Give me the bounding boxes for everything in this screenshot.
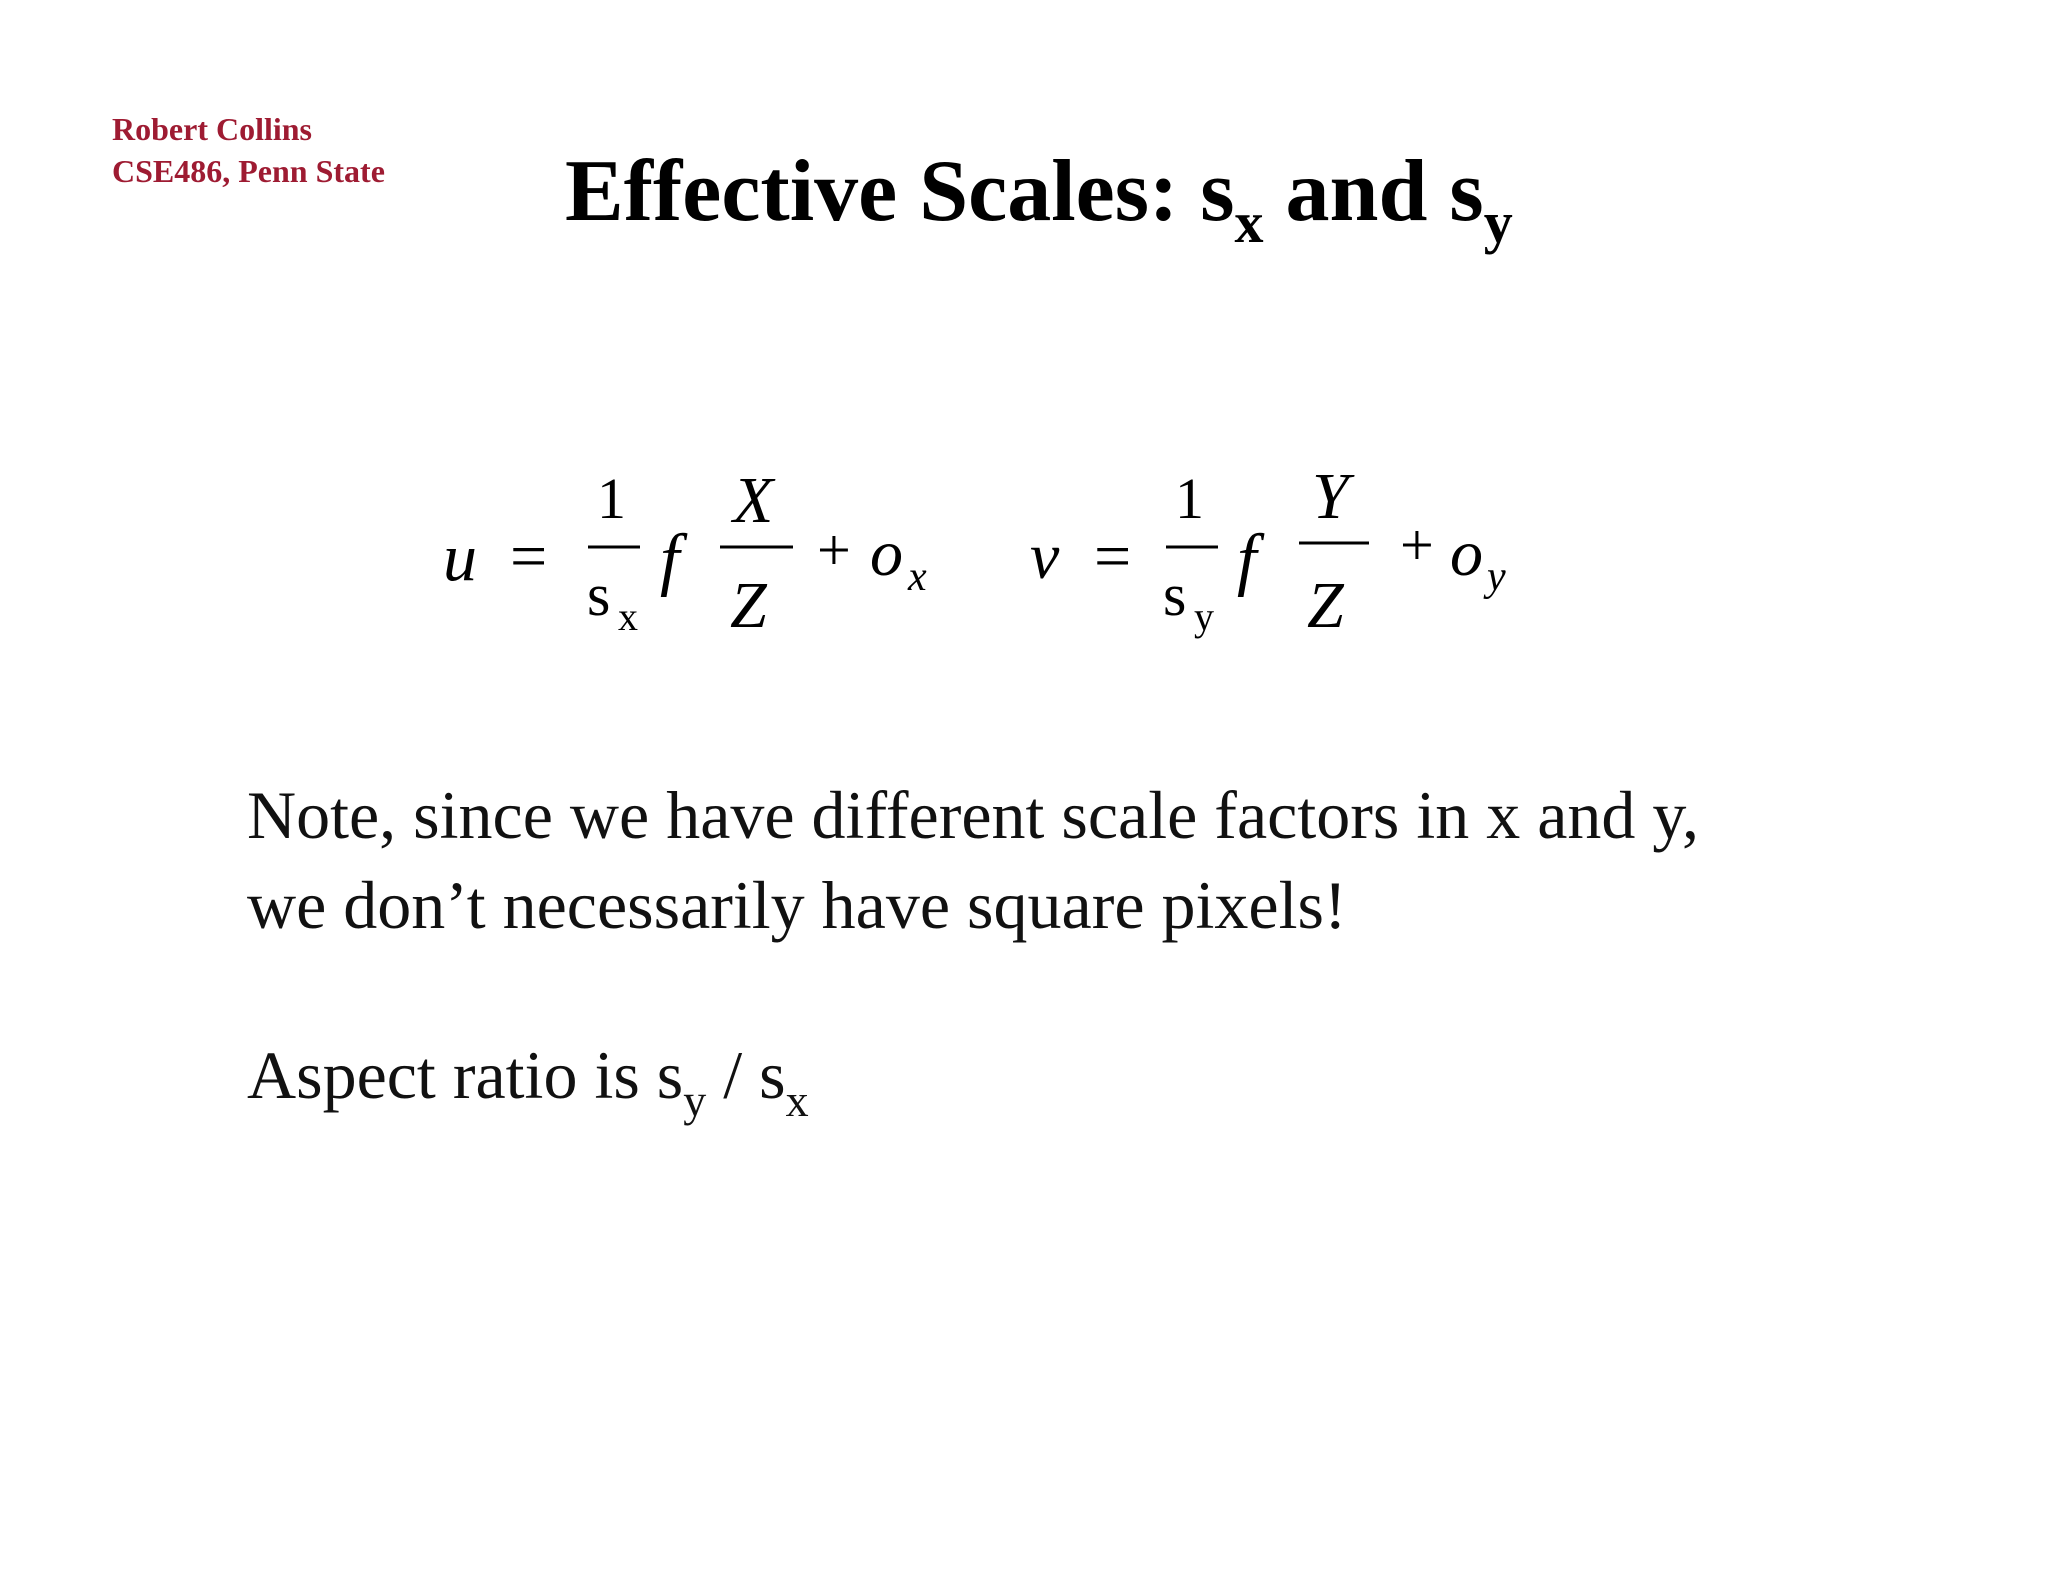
eq-u-num: X [733, 464, 774, 537]
note-line-1: Note, since we have different scale factors in x and y, [247, 777, 1699, 853]
eq-v-o: o [1450, 517, 1483, 590]
eq-v-s-sub: y [1194, 594, 1214, 639]
eq-v-plus: + [1400, 512, 1434, 578]
equation-v [1030, 460, 1506, 642]
eq-v-num: Y [1312, 460, 1349, 533]
eq-v-s: s [1163, 562, 1187, 628]
aspect-ratio-line [247, 1030, 809, 1126]
eq-u-o-sub: x [908, 554, 927, 600]
eq-u-equals: = [510, 520, 548, 593]
eq-u-den: Z [730, 569, 767, 642]
note-paragraph [247, 770, 1699, 950]
course-name: CSE486, Penn State [112, 153, 385, 189]
title-prefix: Effective Scales: s [565, 143, 1235, 240]
eq-u-lhs: u [443, 519, 477, 595]
title-sub-x: x [1234, 190, 1264, 255]
aspect-prefix: Aspect ratio is s [247, 1037, 684, 1113]
title-middle: and s [1263, 143, 1484, 240]
eq-u-f: f [660, 521, 680, 598]
eq-u-plus: + [817, 517, 851, 583]
eq-v-o-sub: y [1487, 554, 1506, 600]
eq-v-den: Z [1307, 569, 1344, 642]
eq-v-lhs: v [1030, 520, 1060, 593]
author-name: Robert Collins [112, 111, 312, 147]
equation-u [443, 464, 927, 642]
aspect-middle: / s [706, 1037, 786, 1113]
eq-u-o: o [870, 517, 903, 590]
note-line-2: we don’t necessarily have square pixels! [247, 867, 1347, 943]
aspect-sub-y: y [683, 1075, 707, 1126]
eq-u-s-sub: x [618, 594, 638, 639]
eq-v-f: f [1237, 521, 1257, 598]
aspect-sub-x: x [785, 1075, 809, 1126]
eq-v-equals: = [1094, 520, 1132, 593]
title-sub-y: y [1483, 190, 1513, 255]
eq-u-s: s [587, 562, 611, 628]
eq-v-one: 1 [1175, 466, 1204, 531]
eq-u-one: 1 [597, 466, 626, 531]
